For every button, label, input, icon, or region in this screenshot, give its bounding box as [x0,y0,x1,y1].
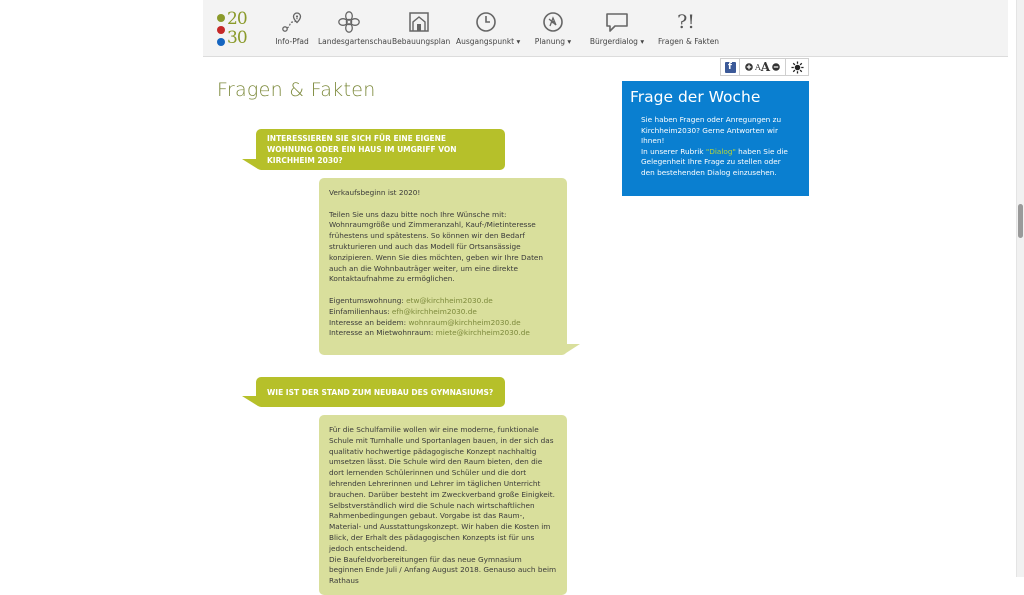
contrast-button[interactable] [786,59,808,75]
email-link[interactable]: wohnraum@kirchheim2030.de [408,317,521,327]
nav-landesgartenschau[interactable] [318,10,392,50]
answer-bubble-tail [566,344,580,353]
page-title: Fragen & Fakten [217,79,376,101]
qotw-line1: Sie haben Fragen oder Anregungen zu Kirchheim2030? Gerne Antworten wir Ihnen! [641,115,782,145]
dialog-link[interactable]: "Dialog" [705,146,736,156]
faq-answer-intro: Verkaufsbeginn ist 2020! [329,188,421,197]
chevron-down-icon: ▾ [516,37,521,46]
logo[interactable] [217,9,259,49]
nav-ausgangspunkt[interactable] [456,10,521,50]
speech-bubble-icon [604,10,630,34]
faq-question[interactable] [256,129,505,170]
email-link[interactable]: etw@kirchheim2030.de [406,295,493,305]
faq-question-text: INTERESSIEREN SIE SICH FÜR EINE EIGENE WOHNUNG ODER EIN HAUS IM UMGRIFF VON KIRCHHEIM 2030? [267,134,457,165]
facebook-icon: f [725,62,736,73]
contact-line: Eigentumswohnung: etw@kirchheim2030.de [329,295,493,305]
faq-answer-body: Für die Schulfamilie wollen wir eine moderne, funktionale Schule mit Turnhalle und Sportanlagen bauen, in der sich das qualitativ hochwertige pädagogische Konzept nachhaltig umsetzen lässt. Die Schule wird den Raum bieten, den die dort lernenden Schülerinnen und Schüler und die dort lehrenden Lehrerinnen und Lehrer im täglichen Unterricht brauchen. Darüber besteht im Zweckverband große Einigkeit. Selbstverständlich wird die Schule nach wirtschaftlichen Rahmenbedingungen gebaut. Vorgabe ist das Raum-, Material- und Ausstattungskonzept. Wir haben die Kosten im Blick, der Erhalt des pädagogischen Konzepts ist für uns jedoch entscheidend. [329,425,555,553]
logo-number-bottom: 30 [227,28,247,48]
chevron-down-icon: ▾ [567,37,572,46]
map-path-icon [280,10,304,34]
qotw-title: Frage der Woche [630,88,761,106]
logo-number-top: 20 [227,9,247,29]
chevron-down-icon: ▾ [640,37,645,46]
faq-answer [319,415,567,595]
nav-label: Info-Pfad [275,37,309,46]
page-scrollbar[interactable] [1016,0,1024,577]
nav-fragen-fakten[interactable] [658,10,720,50]
nav-info-pfad[interactable] [272,10,312,50]
faq-question[interactable] [256,377,505,407]
font-small-label: A [754,62,761,72]
house-plan-icon [407,10,431,34]
faq-answer [319,178,567,355]
faq-question-text: WIE IST DER STAND ZUM NEUBAU DES GYMNASIUMS? [267,387,494,397]
faq-answer-body: Teilen Sie uns dazu bitte noch Ihre Wünsche mit: Wohnraumgröße und Zimmeranzahl, Kauf-/Mietinteresse frühestens und spätestens. So können wir den Bedarf strukturieren und auch das Modell für Ortsansässige konzipieren. Wenn Sie dies möchten, geben wir Ihre Daten auch an die Wohnbauträger weiter, um eine direkte Kontaktaufnahme zu ermöglichen. [329,209,544,284]
email-link[interactable]: miete@kirchheim2030.de [435,328,530,338]
contact-line: Interesse an Mietwohnraum: miete@kirchheim2030.de [329,328,530,338]
font-size-controls [740,59,786,75]
nav-bebauungsplan[interactable] [392,10,451,50]
compass-icon [541,10,565,34]
font-increase-icon[interactable] [745,63,753,71]
nav-label: Fragen & Fakten [658,37,720,46]
contrast-icon [791,61,804,74]
nav-label: Landesgartenschau [318,37,392,46]
logo-dot-green [217,14,225,22]
accessibility-toolbar [720,58,809,76]
nav-label: Bebauungsplan [392,37,451,46]
qotw-line2: In unserer Rubrik "Dialog" haben Sie die Gelegenheit Ihre Frage zu stellen oder den bestehenden Dialog einzusehen. [641,146,788,177]
question-of-the-week [622,81,809,196]
nav-label: Bürgerdialog ▾ [589,37,645,46]
font-large-label: A [760,60,771,74]
nav-label: Planung ▾ [534,37,572,46]
flower-icon [337,10,361,34]
logo-dot-red [217,26,225,34]
contact-line: Einfamilienhaus: efh@kirchheim2030.de [329,306,477,316]
logo-dot-blue [217,38,225,46]
nav-buergerdialog[interactable] [588,10,646,50]
nav-planung[interactable] [531,10,575,50]
scrollbar-thumb[interactable] [1018,204,1023,238]
header [203,0,1008,57]
font-decrease-icon[interactable] [772,63,780,71]
nav-label: Ausgangspunkt ▾ [456,37,521,46]
email-link[interactable]: efh@kirchheim2030.de [391,306,477,316]
qotw-text [630,115,801,178]
contact-line: Interesse an beidem: wohnraum@kirchheim2030.de [329,317,521,327]
facebook-button[interactable] [721,59,740,75]
clock-icon [474,10,498,34]
faq-answer-body-continued: Die Baufeldvorbereitungen für das neue Gymnasium beginnen Ende Juli / Anfang August 2018. Genauso auch beim Rathaus [329,554,557,586]
question-exclamation-icon: ?! [677,11,695,33]
